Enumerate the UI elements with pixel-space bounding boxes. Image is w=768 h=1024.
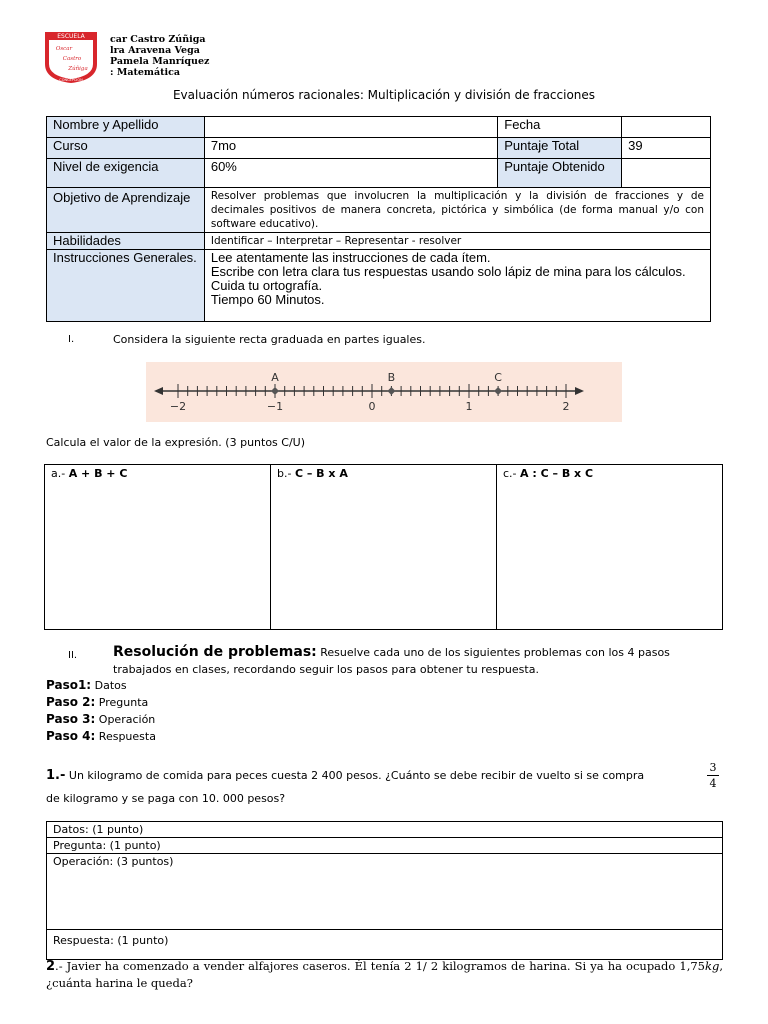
- curso-value: 7mo: [204, 138, 497, 159]
- section1-instruction: Considera la siguiente recta graduada en partes iguales.: [113, 333, 426, 346]
- expression-boxes: [44, 464, 723, 630]
- nivel-value: 60%: [204, 159, 497, 188]
- section1-numeral: I.: [68, 334, 75, 345]
- paso-2: [46, 695, 148, 709]
- nombre-field[interactable]: [204, 117, 497, 138]
- objetivo-value: Resolver problemas que involucren la multiplicación y la división de fracciones y de decimales positivos de manera concreta, pictórica y simbólica (de forma manual y/o con software educativo).: [204, 188, 710, 233]
- point-label-b: B: [387, 371, 396, 384]
- expression-box-c[interactable]: [497, 465, 723, 630]
- fecha-field[interactable]: [622, 117, 711, 138]
- problem2: [46, 958, 723, 991]
- logo-word-2: Castro: [62, 56, 82, 62]
- problem2-number: 2: [46, 959, 56, 974]
- logo-word-1: Oscar: [55, 46, 73, 52]
- tick-label: 1: [465, 400, 473, 413]
- point-marker-a: [271, 387, 279, 395]
- instruccion-line-2: Escribe con letra clara tus respuestas usando solo lápiz de mina para los cálculos.: [210, 264, 686, 279]
- paso-1-text: Datos: [91, 679, 127, 692]
- point-label-a: A: [271, 371, 279, 384]
- section2-heading: Resolución de problemas:: [113, 644, 317, 660]
- left-arrow-icon: [154, 387, 163, 395]
- paso-4-label: Paso 4:: [46, 729, 96, 743]
- fraction-denominator: 4: [709, 777, 717, 790]
- student-info-table: [46, 116, 711, 322]
- number-line-figure: [146, 362, 622, 422]
- paso-3: [46, 712, 155, 726]
- paso-4: [46, 729, 156, 743]
- fraction-numerator: 3: [709, 761, 717, 774]
- paso-4-text: Respuesta: [95, 730, 156, 743]
- header-line-4: : Matemática: [110, 67, 181, 78]
- expr-b: C – B x A: [294, 467, 348, 480]
- header-line-1: car Castro Zúñiga: [110, 34, 206, 45]
- tick-label: −1: [266, 400, 284, 413]
- problem1-line2: de kilogramo y se paga con 10. 000 pesos?: [46, 792, 286, 805]
- fraction-three-quarters: [707, 761, 719, 790]
- point-marker-b: [387, 387, 395, 395]
- instruccion-line-4: Tiempo 60 Minutos.: [210, 292, 325, 307]
- operacion-field[interactable]: Operación: (3 puntos): [47, 854, 723, 930]
- paso-1: [46, 678, 127, 692]
- nombre-label: Nombre y Apellido: [47, 117, 205, 138]
- number-line-svg: [146, 362, 622, 422]
- puntaje-total-label: Puntaje Total: [498, 138, 622, 159]
- section2-text-second: trabajados en clases, recordando seguir los pasos para obtener tu respuesta.: [113, 663, 539, 676]
- pregunta-field[interactable]: Pregunta: (1 punto): [47, 838, 723, 854]
- problem2-text-end: , ¿cuánta harina le queda?: [46, 959, 723, 990]
- puntaje-total-value: 39: [622, 138, 711, 159]
- objetivo-label: Objetivo de Aprendizaje: [47, 188, 205, 233]
- point-marker-c: [494, 387, 502, 395]
- habilidades-value: Identificar – Interpretar – Representar - resolver: [204, 233, 710, 250]
- curso-label: Curso: [47, 138, 205, 159]
- instruccion-line-3: Cuida tu ortografía.: [210, 278, 323, 293]
- section2-numeral: II.: [68, 650, 78, 661]
- expression-box-b[interactable]: [271, 465, 497, 630]
- problem2-text: .- Javier ha comenzado a vender alfajores caseros. Él tenía 2 1/ 2 kilogramos de harina. Si ya ha ocupado 1,75: [55, 959, 705, 973]
- instruccion-line-1: Lee atentamente las instrucciones de cada ítem.: [210, 250, 491, 265]
- tick-label: 2: [562, 400, 570, 413]
- problem1-number: 1.-: [46, 768, 66, 783]
- calc-instruction: Calcula el valor de la expresión. (3 puntos C/U): [46, 436, 306, 449]
- problem1-answer-table: [46, 821, 723, 960]
- school-header-text: [110, 34, 209, 78]
- section2-instruction: [113, 644, 723, 660]
- paso-2-label: Paso 2:: [46, 695, 96, 709]
- paso-1-label: Paso1:: [46, 678, 92, 692]
- paso-2-text: Pregunta: [95, 696, 149, 709]
- expr-c-prefix: c.-: [503, 467, 521, 480]
- problem2-unit: kg: [705, 959, 720, 973]
- datos-field[interactable]: Datos: (1 punto): [47, 822, 723, 838]
- fecha-label: Fecha: [498, 117, 622, 138]
- habilidades-label: Habilidades: [47, 233, 205, 250]
- logo-bottom-text: CONCEPCIÓN: [59, 78, 83, 82]
- instrucciones-label: Instrucciones Generales.: [47, 250, 205, 322]
- header-line-2: lra Aravena Vega: [110, 45, 200, 56]
- instrucciones-value: [204, 250, 710, 322]
- expression-box-a[interactable]: [45, 465, 271, 630]
- expr-b-prefix: b.-: [277, 467, 295, 480]
- logo-banner-text: ESCUELA: [57, 33, 85, 40]
- problem1-text: Un kilogramo de comida para peces cuesta 2 400 pesos. ¿Cuánto se debe recibir de vuelto si se compra: [65, 769, 645, 782]
- tick-label: −2: [169, 400, 187, 413]
- nivel-label: Nivel de exigencia: [47, 159, 205, 188]
- school-logo: [42, 30, 100, 84]
- problem1-line1: [46, 768, 644, 783]
- tick-label: 0: [368, 400, 376, 413]
- expr-c: A : C – B x C: [520, 467, 594, 480]
- section2-text-first: Resuelve cada uno de los siguientes problemas con los 4 pasos: [316, 646, 670, 659]
- respuesta-field[interactable]: Respuesta: (1 punto): [47, 930, 723, 960]
- paso-3-text: Operación: [95, 713, 156, 726]
- point-label-c: C: [494, 371, 502, 384]
- paso-3-label: Paso 3:: [46, 712, 96, 726]
- expr-a: A + B + C: [68, 467, 128, 480]
- header-line-3: Pamela Manríquez: [110, 56, 210, 67]
- puntaje-obtenido-field[interactable]: [622, 159, 711, 188]
- logo-word-3: Zúñiga: [68, 66, 88, 72]
- puntaje-obtenido-label: Puntaje Obtenido: [498, 159, 622, 188]
- right-arrow-icon: [575, 387, 584, 395]
- expr-a-prefix: a.-: [51, 467, 69, 480]
- document-title: Evaluación números racionales: Multiplicación y división de fracciones: [172, 88, 596, 102]
